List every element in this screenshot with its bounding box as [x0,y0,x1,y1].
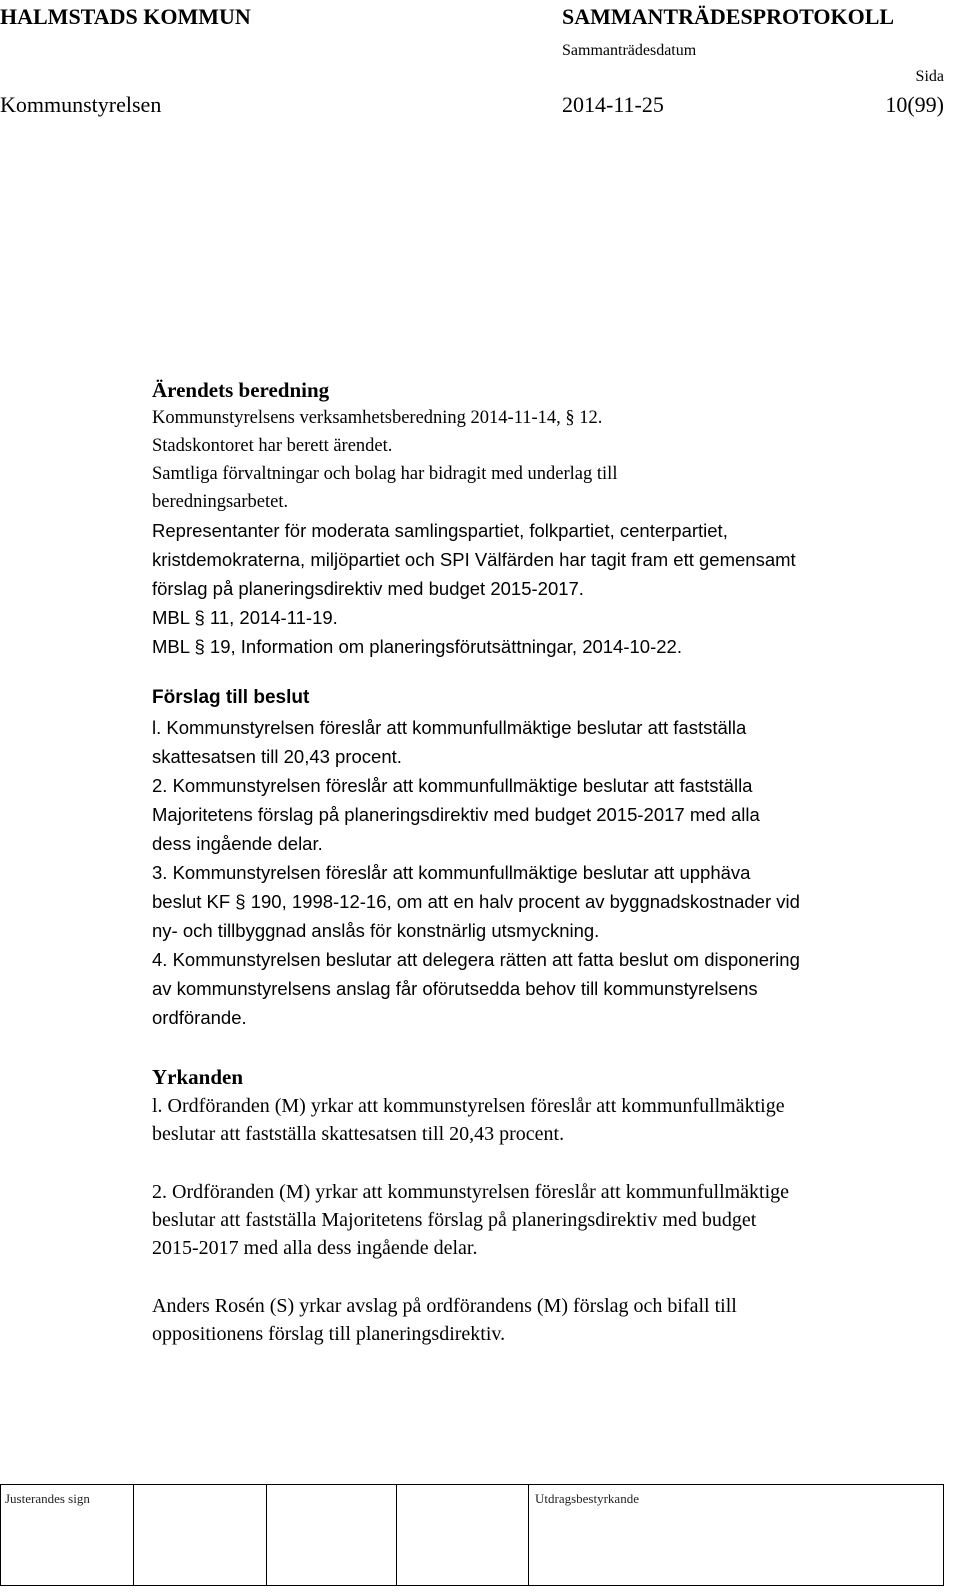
organization-name: HALMSTADS KOMMUN [0,4,251,29]
yrkande-line: 2015-2017 med alla dess ingående delar. [152,1237,478,1259]
protocol-body [152,376,952,1348]
committee-name: Kommunstyrelsen [0,92,162,117]
signature-cell [267,1485,397,1585]
page-label: Sida [915,68,944,85]
beredning-line: förslag på planeringsdirektiv med budget 2015-2017. [152,578,584,599]
forslag-line: beslut KF § 190, 1998-12-16, om att en halv procent av byggnadskostnader vid [152,891,800,912]
page-number: 10(99) [885,92,944,117]
beredning-line: Representanter för moderata samlingspartiet, folkpartiet, centerpartiet, [152,520,728,541]
forslag-line: l. Kommunstyrelsen föreslår att kommunfullmäktige beslutar att fastställa [152,717,747,738]
yrkande-line: l. Ordföranden (M) yrkar att kommunstyrelsen föreslår att kommunfullmäktige [152,1095,785,1117]
forslag-line: dess ingående delar. [152,833,323,854]
signature-cell [134,1485,267,1585]
beredning-line: Samtliga förvaltningar och bolag har bidragit med underlag till [152,464,618,484]
beredning-line: beredningsarbetet. [152,492,289,512]
forslag-line: av kommunstyrelsens anslag får oförutsedda behov till kommunstyrelsens [152,978,758,999]
forslag-line: ny- och tillbyggnad anslås för konstnärlig utsmyckning. [152,920,600,941]
justerandes-sign-label: Justerandes sign [5,1491,90,1506]
meeting-date: 2014-11-25 [562,92,664,117]
forslag-line: ordförande. [152,1007,247,1028]
forslag-line: skattesatsen till 20,43 procent. [152,746,402,767]
beredning-line: Stadskontoret har berett ärendet. [152,436,393,456]
date-label: Sammanträdesdatum [562,42,697,59]
forslag-line: 2. Kommunstyrelsen föreslår att kommunfullmäktige beslutar att fastställa [152,775,753,796]
yrkande-line: 2. Ordföranden (M) yrkar att kommunstyrelsen föreslår att kommunfullmäktige [152,1181,790,1203]
beredning-line: Kommunstyrelsens verksamhetsberedning 2014-11-14, § 12. [152,408,603,428]
beredning-line: MBL § 11, 2014-11-19. [152,607,338,628]
yrkande-line: beslutar att fastställa skattesatsen till 20,43 procent. [152,1123,565,1145]
forslag-line: 3. Kommunstyrelsen föreslår att kommunfullmäktige beslutar att upphäva [152,862,751,883]
yrkanden-heading: Yrkanden [152,1065,244,1089]
utdragsbestyrkande-label: Utdragsbestyrkande [535,1491,639,1506]
yrkande-line: oppositionens förslag till planeringsdirektiv. [152,1323,506,1345]
yrkande-line: Anders Rosén (S) yrkar avslag på ordförandens (M) förslag och bifall till [152,1295,737,1317]
document-type: SAMMANTRÄDESPROTOKOLL [562,4,895,29]
yrkande-line: beslutar att fastställa Majoritetens förslag på planeringsdirektiv med budget [152,1209,757,1231]
signature-cell [397,1485,529,1585]
forslag-line: 4. Kommunstyrelsen beslutar att delegera rätten att fatta beslut om disponering [152,949,800,970]
forslag-line: Majoritetens förslag på planeringsdirektiv med budget 2015-2017 med alla [152,804,760,825]
beredning-line: kristdemokraterna, miljöpartiet och SPI Välfärden har tagit fram ett gemensamt [152,549,796,570]
beredning-line: MBL § 19, Information om planeringsförutsättningar, 2014-10-22. [152,636,682,657]
forslag-heading: Förslag till beslut [152,687,310,708]
beredning-heading: Ärendets beredning [152,378,330,402]
signature-table [0,1484,944,1586]
